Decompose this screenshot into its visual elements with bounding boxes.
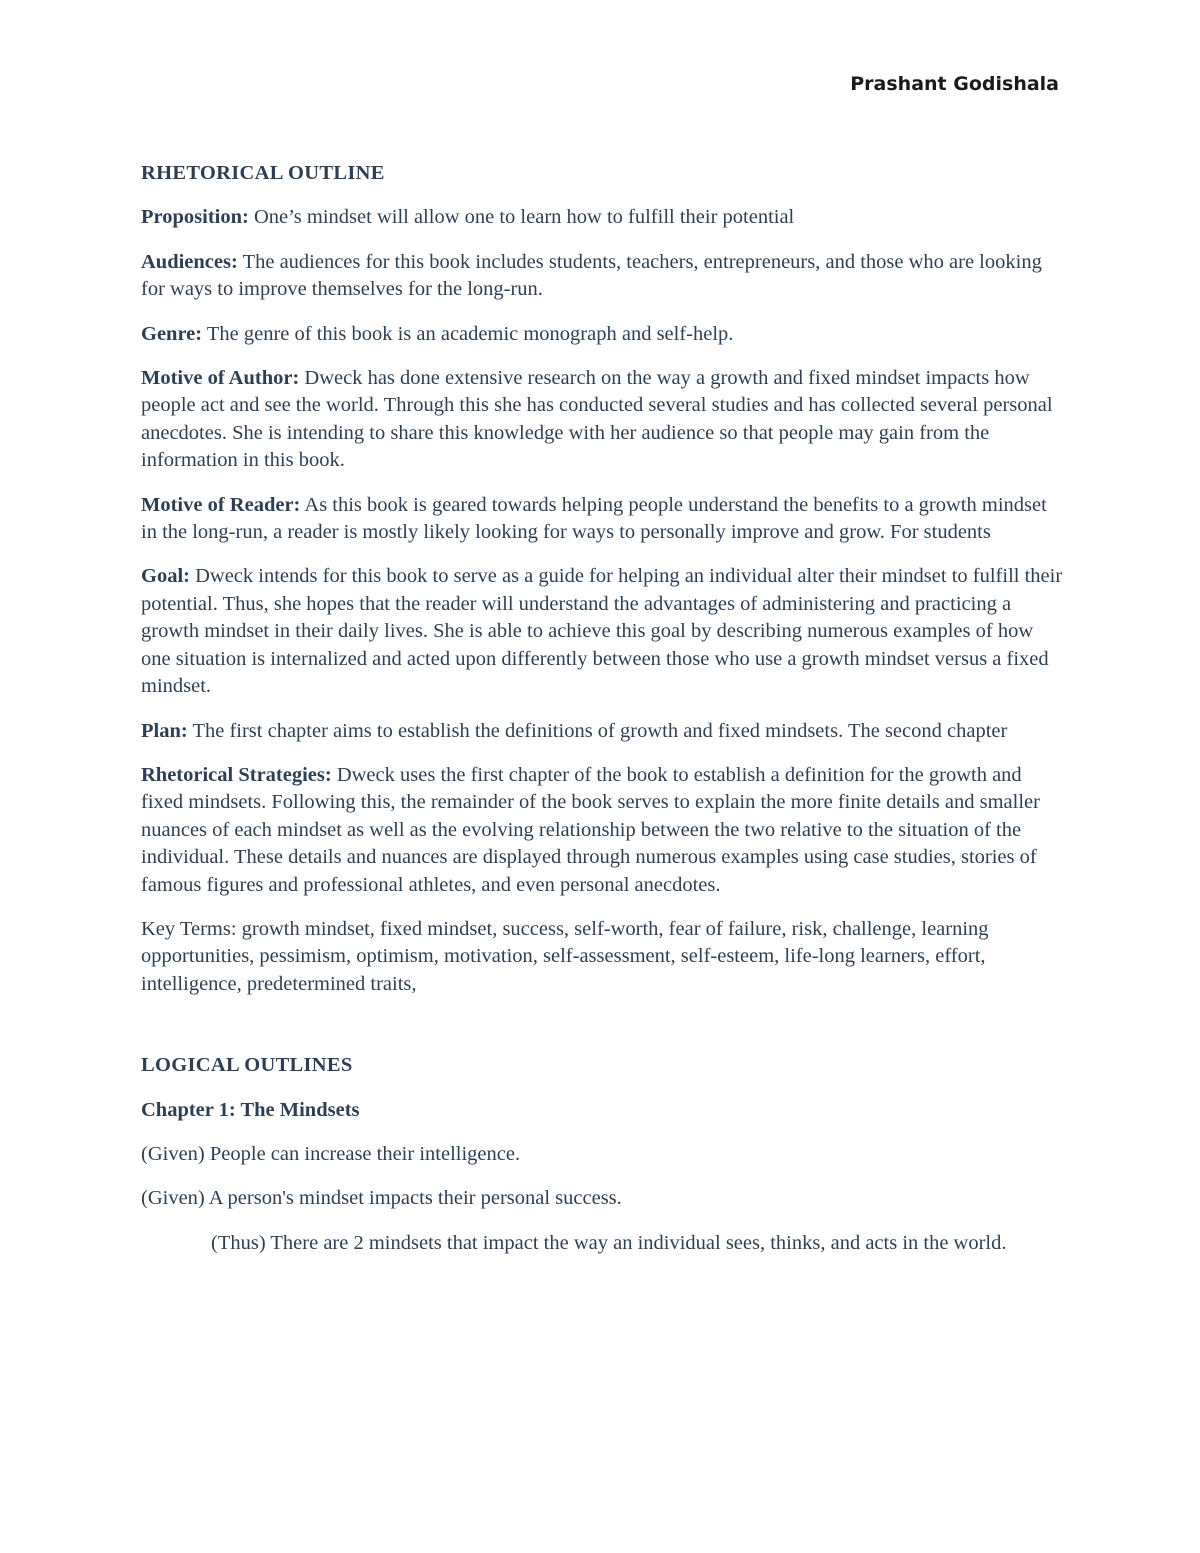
plan-label: Plan:	[141, 719, 188, 742]
audiences-text: The audiences for this book includes students, teachers, entrepreneurs, and those who are looking for ways to improve themselves for the long-run.	[141, 250, 1042, 301]
plan-paragraph	[141, 718, 1066, 745]
motive-of-reader-paragraph	[141, 492, 1066, 547]
motive-of-author-label: Motive of Author:	[141, 367, 300, 390]
motive-of-reader-label: Motive of Reader:	[141, 493, 301, 516]
goal-label: Goal:	[141, 565, 190, 588]
motive-of-author-text: Dweck has done extensive research on the way a growth and fixed mindset impacts how people act and see the world. Through this she has conducted several studies and has collected several personal anecdotes. She is intending to share this knowledge with her audience so that people may gain from the information in this book.	[141, 367, 1053, 472]
goal-text: Dweck intends for this book to serve as a guide for helping an individual alter their mindset to fulfill their potential. Thus, she hopes that the reader will understand the advantages of administering and practicing a growth mindset in their daily lives. She is able to achieve this goal by describing numerous examples of how one situation is internalized and acted upon differently between those who use a growth mindset versus a fixed mindset.	[141, 565, 1063, 698]
genre-text: The genre of this book is an academic monograph and self-help.	[202, 322, 734, 345]
logical-outlines-heading: LOGICAL OUTLINES	[141, 1054, 353, 1077]
plan-text: The first chapter aims to establish the definitions of growth and fixed mindsets. The second chapter	[187, 719, 1008, 742]
rhetorical-strategies-paragraph	[141, 762, 1066, 899]
proposition-paragraph	[141, 204, 1066, 231]
proposition-text: One’s mindset will allow one to learn how to fulfill their potential	[248, 206, 795, 229]
motive-of-author-paragraph	[141, 365, 1066, 475]
given-statement-1: (Given) People can increase their intelligence.	[141, 1142, 521, 1165]
rhetorical-outline-heading: RHETORICAL OUTLINE	[141, 162, 385, 184]
motive-of-reader-text: As this book is geared towards helping people understand the benefits to a growth mindset in the long-run, a reader is mostly likely looking for ways to personally improve and grow. For students	[141, 493, 1047, 544]
thus-statement-1: (Thus) There are 2 mindsets that impact the way an individual sees, thinks, and acts in the world.	[211, 1231, 1007, 1254]
rhetorical-strategies-text: Dweck uses the first chapter of the book to establish a definition for the growth and fixed mindsets. Following this, the remainder of the book serves to explain the more finite details and smaller nuances of each mindset as well as the evolving relationship between the two relative to the situation of the individual. These details and nuances are displayed through numerous examples using case studies, stories of famous figures and professional athletes, and even personal anecdotes.	[141, 763, 1040, 896]
genre-paragraph	[141, 321, 1066, 348]
given-statement-2: (Given) A person's mindset impacts their personal success.	[141, 1187, 622, 1210]
goal-paragraph	[141, 563, 1066, 700]
chapter-1-heading: Chapter 1: The Mindsets	[141, 1098, 360, 1121]
proposition-label: Proposition:	[141, 206, 249, 229]
document-body	[141, 160, 1066, 1274]
section-spacer	[141, 1015, 1066, 1052]
key-terms-paragraph: Key Terms: growth mindset, fixed mindset, success, self-worth, fear of failure, risk, challenge, learning opportunities, pessimism, optimism, motivation, self-assessment, self-esteem, life-long learners, effort, intelligence, predetermined traits,	[141, 917, 989, 995]
author-name-header: Prashant Godishala	[850, 73, 1059, 95]
audiences-label: Audiences:	[141, 250, 238, 273]
rhetorical-strategies-label: Rhetorical Strategies:	[141, 763, 332, 786]
audiences-paragraph	[141, 249, 1066, 304]
genre-label: Genre:	[141, 322, 203, 345]
